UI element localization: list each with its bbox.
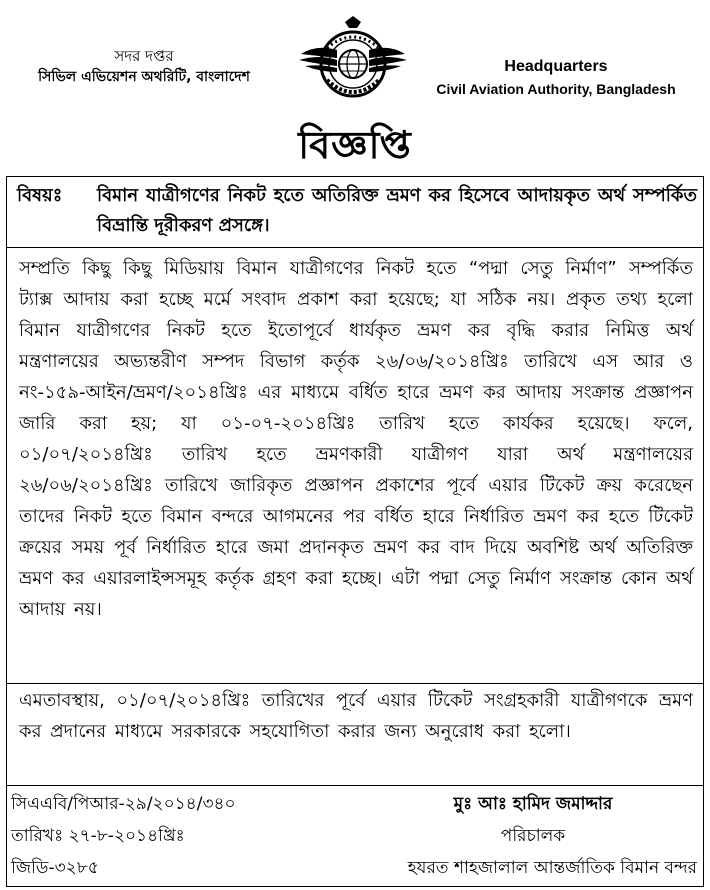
signatory-name: মুঃ আঃ হামিদ জমাদ্দার xyxy=(453,794,613,814)
body-paragraph-1: সম্প্রতি কিছু কিছু মিডিয়ায় বিমান যাত্রীগণের নিকট হতে “পদ্মা সেতু নির্মাণ” সম্পর্কিত ট্যাক্স আদায় করা হচ্ছে মর্মে সংবাদ প্রকাশ করা হয়েছে; যা সঠিক নয়। প্রকৃত তথ্য হলো বিমান যাত্রীগণের নিকট হতে ইতোপূর্বে ধার্যকৃত ভ্রমণ কর বৃদ্ধি করার নিমিত্ত অর্থ মন্ত্রণালয়ের অভ্যন্তরীণ সম্পদ বিভাগ কর্তৃক ২৬/০৬/২০১৪খ্রিঃ তারিখে এস আর ও নং-১৫৯-আইন/ভ্রমণ/২০১৪খ্রিঃ এর মাধ্যমে বর্ধিত হারে ভ্রমণ কর আদায় সংক্রান্ত প্রজ্ঞাপন জারি করা হয়; যা ০১-০৭-২০১৪খ্রিঃ তারিখ হতে কার্যকর হয়েছে। ফলে, ০১/০৭/২০১৪খ্রিঃ তারিখ হতে ভ্রমণকারী যাত্রীগণ যারা অর্থ মন্ত্রণালয়ের ২৬/০৬/২০১৪খ্রিঃ তারিখে জারিকৃত প্রজ্ঞাপন প্রকাশের পূর্বে এয়ার টিকেট ক্রয় করেছেন তাদের নিকট হতে বিমান বন্দরে আগমনের পর বর্ধিত হারে নির্ধারিত ভ্রমণ কর হতে টিকেট ক্রয়ের সময় পূর্ব নির্ধারিত হারে জমা প্রদানকৃত ভ্রমণ কর বাদ দিয়ে অবশিষ্ট অর্থ অতিরিক্ত ভ্রমণ কর এয়ারলাইন্সসমূহ কর্তৃক গ্রহণ করা হচ্ছে। এটা পদ্মা সেতু নির্মাণ সংক্রান্ত কোন অর্থ আদায় নয়। xyxy=(19,258,693,620)
reference-number: সিএএবি/পিআর-২৯/২০১৪/৩৪০ xyxy=(11,794,236,814)
notice-title: বিজ্ঞপ্তি xyxy=(298,123,412,167)
subject-block xyxy=(17,181,697,243)
paragraph-divider xyxy=(7,683,703,684)
header-bn-line2: সিভিল এভিয়েশন অথরিটি, বাংলাদেশ xyxy=(38,69,250,85)
signatory-title: পরিচালক xyxy=(500,826,566,846)
subject-label: বিষয়ঃ xyxy=(17,185,63,206)
body-paragraph-2: এমতাবস্থায়, ০১/০৭/২০১৪খ্রিঃ তারিখের পূর্বে এয়ার টিকেট সংগ্রহকারী যাত্রীগণকে ভ্রমণ কর প্রদানের মাধ্যমে সরকারকে সহযোগিতা করার জন্য অনুরোধ করা হলো। xyxy=(19,690,693,742)
header-bn-line1: সদর দপ্তর xyxy=(114,47,174,65)
footer-divider xyxy=(7,785,703,786)
subject-divider xyxy=(7,247,703,248)
signatory-office: হযরত শাহজালাল আন্তর্জাতিক বিমান বন্দর xyxy=(407,858,697,878)
caab-emblem-icon xyxy=(297,14,409,110)
gd-number: জিডি-৩২৮৫ xyxy=(11,858,99,878)
issue-date: তারিখঃ ২৭-৮-২০১৪খ্রিঃ xyxy=(11,826,185,846)
header-en-line1: Headquarters xyxy=(504,58,608,75)
subject-text: বিমান যাত্রীগণের নিকট হতে অতিরিক্ত ভ্রমণ কর হিসেবে আদায়কৃত অর্থ সম্পর্কিত বিভ্রান্তি দূরীকরণ প্রসঙ্গে। xyxy=(97,185,697,236)
header-bangla xyxy=(14,46,274,88)
header-en-line2: Civil Aviation Authority, Bangladesh xyxy=(436,81,676,97)
notice-frame xyxy=(6,176,704,887)
header-english xyxy=(416,56,696,100)
